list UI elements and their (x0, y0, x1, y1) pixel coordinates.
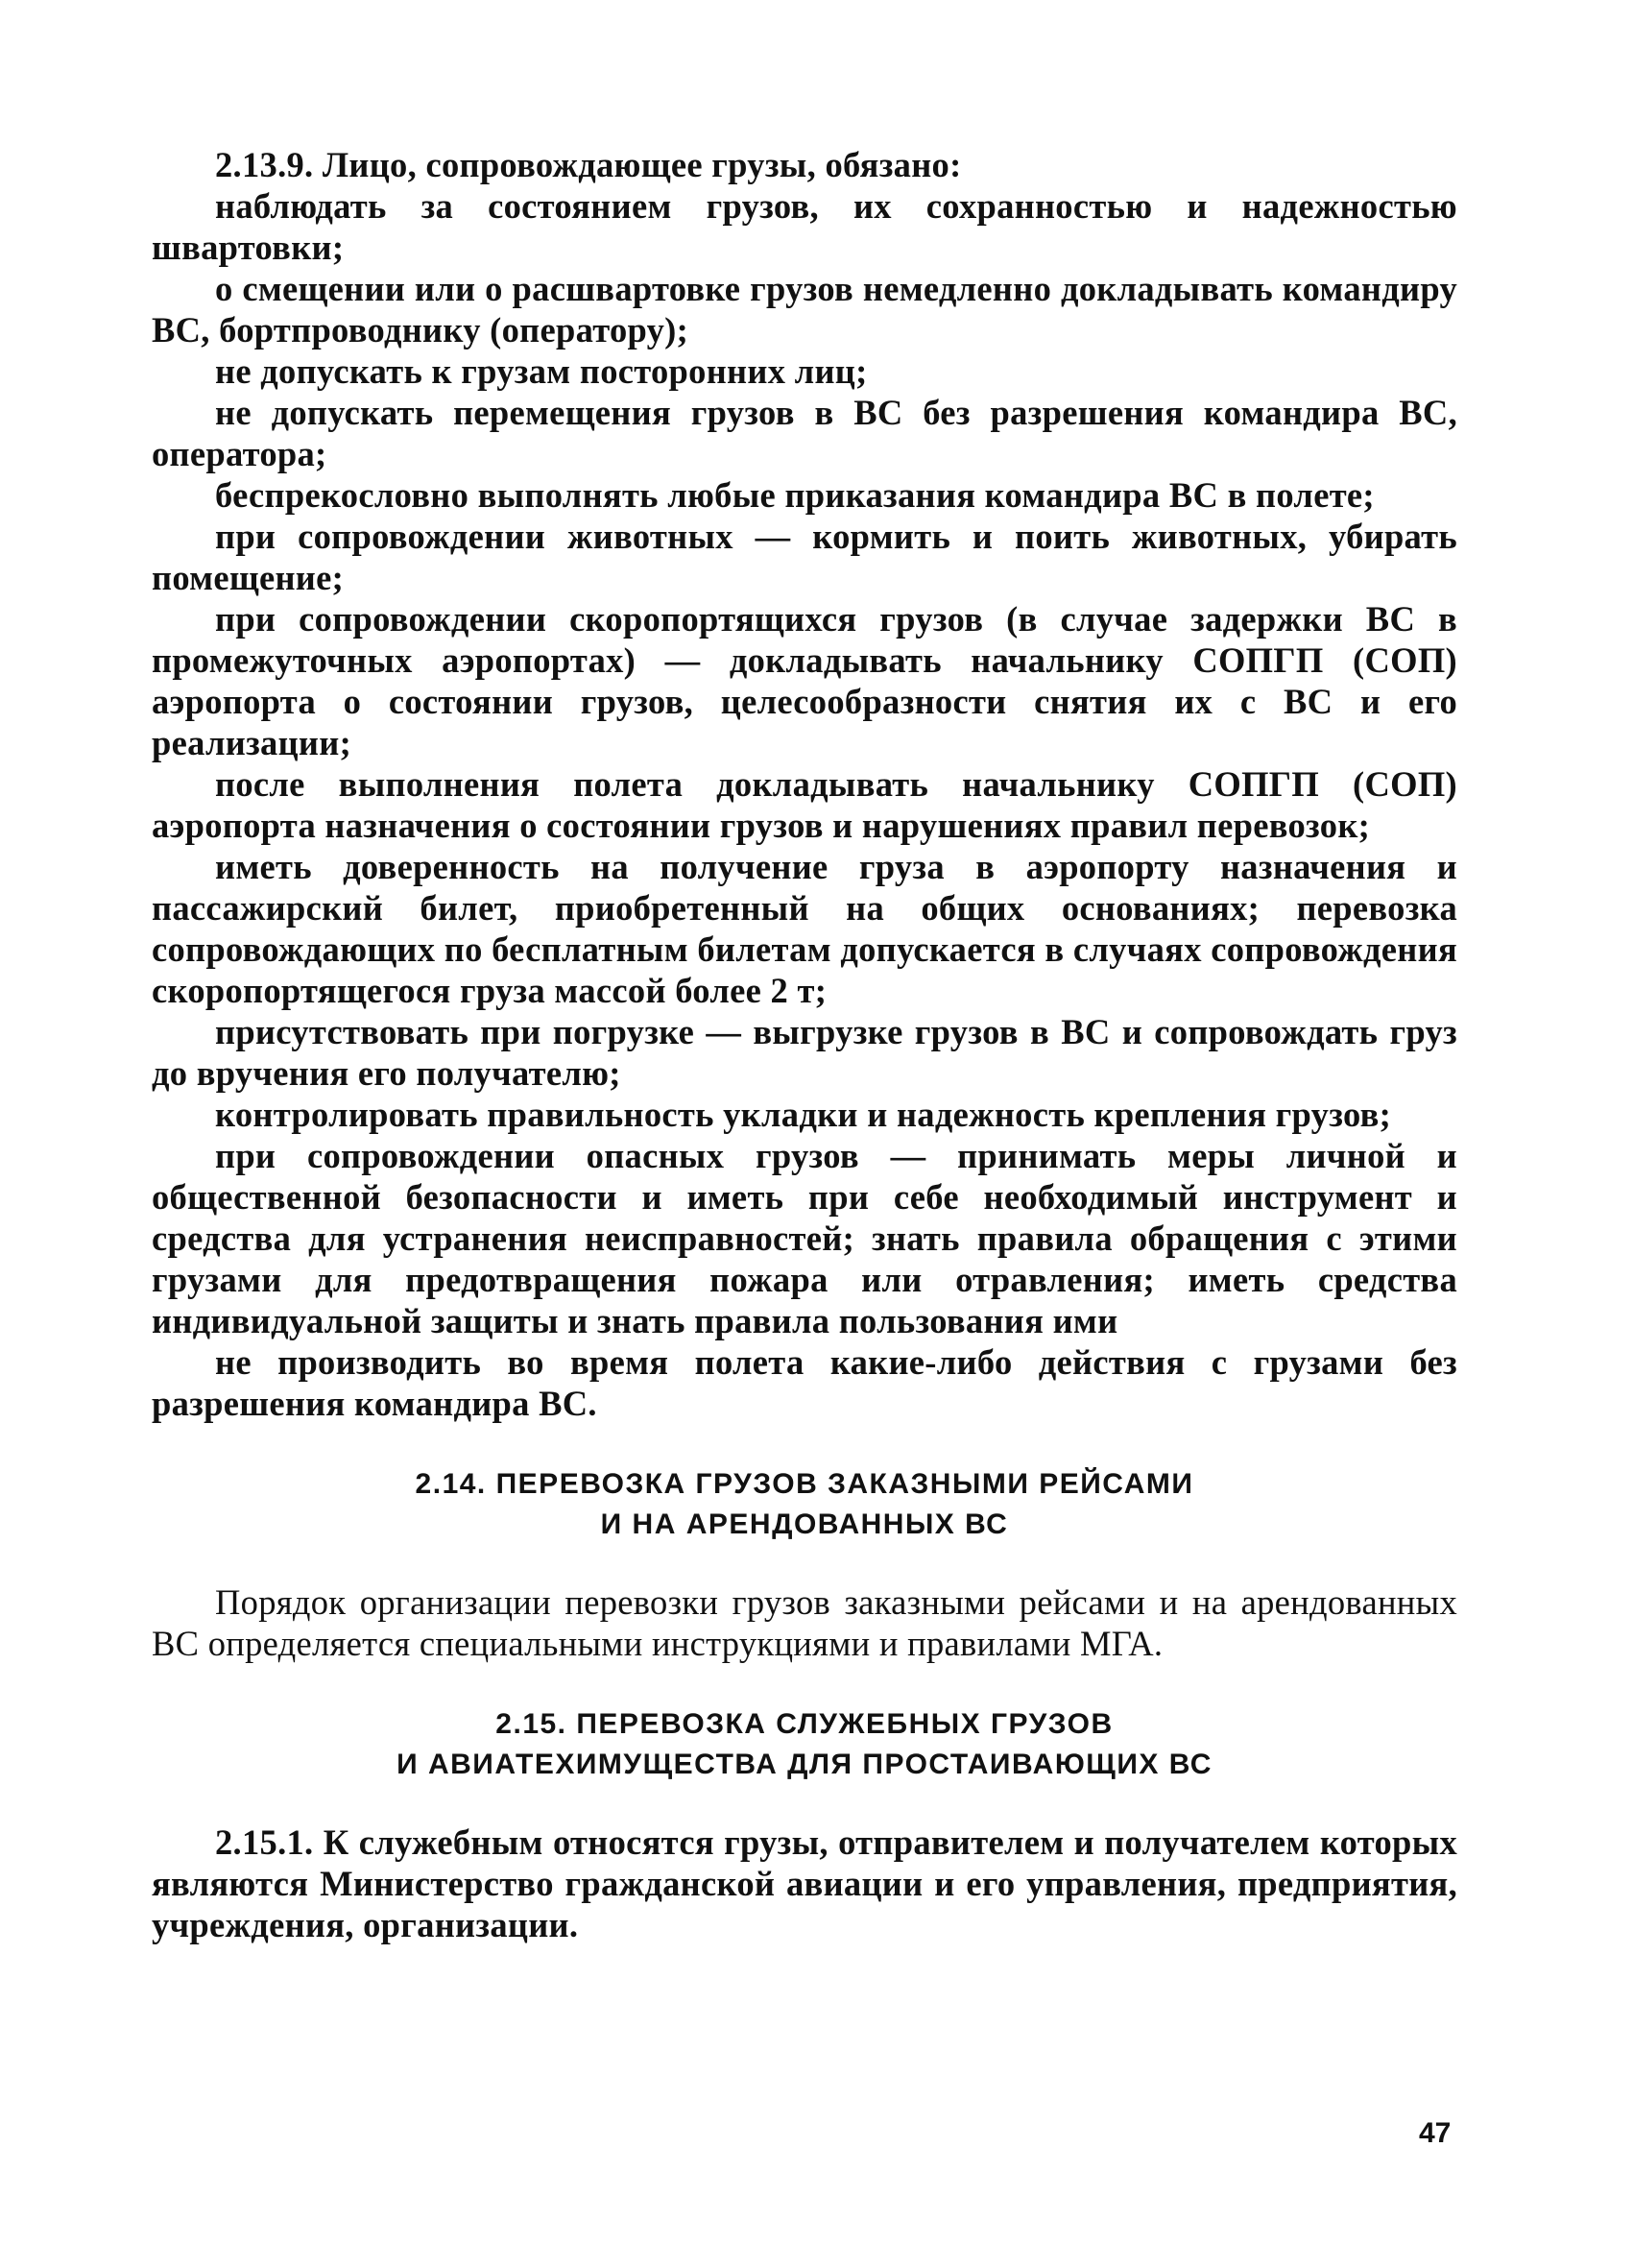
section-2-14-heading-line2: И НА АРЕНДОВАННЫХ ВС (600, 1508, 1009, 1540)
section-2-15-heading-line2: И АВИАТЕХИМУЩЕСТВА ДЛЯ ПРОСТАИВАЮЩИХ ВС (396, 1749, 1213, 1780)
section-2-14-text: Порядок организации перевозки грузов заказными рейсами и на арендованных ВС определяется специальными инструкциями и правилами МГА. (152, 1582, 1457, 1663)
list-item: при сопровождении животных — кормить и поить животных, убирать помещение; (152, 517, 1457, 597)
list-item: о смещении или о расшвартовке грузов немедленно докладывать командиру ВС, бортпроводнику (оператору); (152, 269, 1457, 350)
section-2-15-heading (152, 1704, 1457, 1785)
list-item: не допускать перемещения грузов в ВС без разрешения командира ВС, оператора; (152, 393, 1457, 473)
list-item: при сопровождении опасных грузов — принимать меры личной и общественной безопасности и иметь при себе необходимый инструмент и средства для устранения неисправностей; знать правила обращения с этими грузами для предотвращения пожара или отравления; иметь средства индивидуальной защиты и знать правила пользования ими (152, 1136, 1457, 1340)
list-item: контролировать правильность укладки и надежность крепления грузов; (215, 1095, 1392, 1134)
list-item: после выполнения полета докладывать начальнику СОПГП (СОП) аэропорта назначения о состоянии грузов и нарушениях правил перевозок; (152, 764, 1457, 845)
document-page (152, 144, 1457, 1945)
section-2-14-heading (152, 1464, 1457, 1545)
section-2-15-1-text: 2.15.1. К служебным относятся грузы, отправителем и получателем которых являются Министерство гражданской авиации и его управления, предприятия, учреждения, организации. (152, 1822, 1457, 1944)
list-item: присутствовать при погрузке — выгрузке грузов в ВС и сопровождать груз до вручения его получателю; (152, 1012, 1457, 1093)
section-2-15-heading-line1: 2.15. ПЕРЕВОЗКА СЛУЖЕБНЫХ ГРУЗОВ (495, 1708, 1114, 1740)
list-item: не производить во время полета какие-либо действия с грузами без разрешения командира ВС. (152, 1342, 1457, 1423)
list-item: иметь доверенность на получение груза в аэропорту назначения и пассажирский билет, приобретенный на общих основаниях; перевозка сопровождающих по бесплатным билетам допускается в случаях сопровождения скоропортящегося груза массой более 2 т; (152, 847, 1457, 1010)
list-item: наблюдать за состоянием грузов, их сохранностью и надежностью швартовки; (152, 186, 1457, 267)
list-item: беспрекословно выполнять любые приказания командира ВС в полете; (215, 475, 1375, 515)
list-item: при сопровождении скоропортящихся грузов (в случае задержки ВС в промежуточных аэропортах) — докладывать начальнику СОПГП (СОП) аэропорта о состоянии грузов, целесообразности снятия их с ВС и его реализации; (152, 599, 1457, 762)
list-item: не допускать к грузам посторонних лиц; (215, 351, 868, 391)
section-2-14-heading-line1: 2.14. ПЕРЕВОЗКА ГРУЗОВ ЗАКАЗНЫМИ РЕЙСАМИ (415, 1468, 1194, 1500)
section-2-13-9-intro: 2.13.9. Лицо, сопровождающее грузы, обязано: (215, 145, 962, 184)
page-number: 47 (1419, 2117, 1452, 2149)
